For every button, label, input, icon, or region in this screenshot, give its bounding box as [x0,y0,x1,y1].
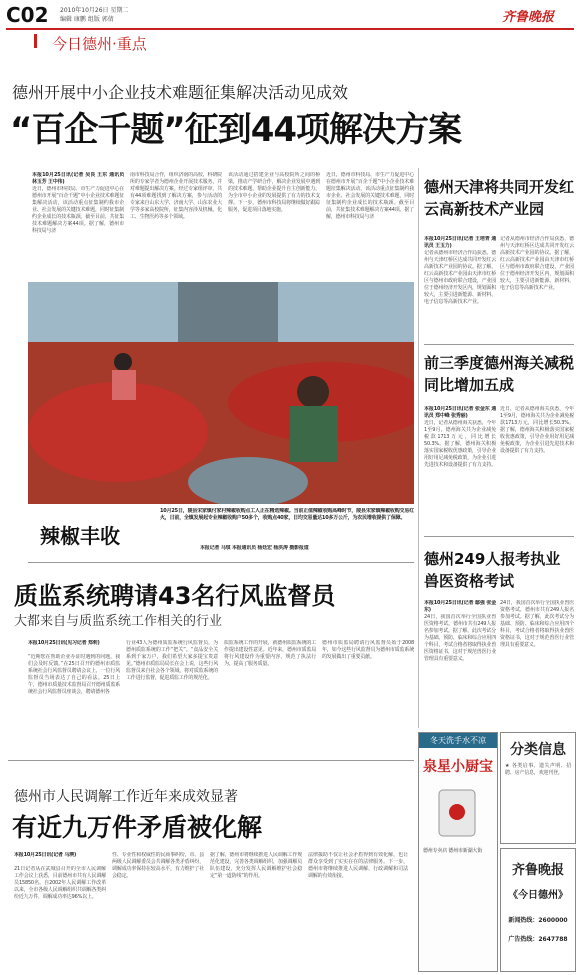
paper-name: 齐鲁晚报 [511,863,564,878]
right-story3-body-b: 24日，我国首次举行全国执业兽医资格考试，德州市共有249人报名参加考试。据了解，此次考试分为基础、预防、临床和综合应用四个科目，考试合格者将取得执业兽医资格证书，这对于规范兽医行业管理具有重要意义。 [500,600,574,648]
lead-kicker: 德州开展中小企业技术难题征集解决活动见成效 [12,83,349,102]
lead-body-col1: 近日，德州市科技局、市生产力促进中心在德州市开展“百企千题”中小企业技术难题征集解决活动，该活动重点征集制约我市企业、社会发展的关键技术难题，同时征集制约企业成长的技术瓶颈。截至目前，共征集技术难题解决方案44项。据了解，德州市科技局与济 [32,186,124,234]
bottom-body-col1: 21日记者从在武城县召开的全市人民调解工作会议上获悉，目前德州市共有人民调解员15850名。自2002年人民调解工作改革以来，全市各级人民调解组织共调解各类纠纷近九万件，调解成功率达96%以上。 [14,866,106,900]
right-story2-headline: 前三季度德州海关减税同比增加五成 [424,354,575,394]
lead-headline: “百企千题”征到44项解决方案 [10,110,462,150]
page-code: C02 [6,3,49,27]
section-tab [34,34,49,48]
restaurant-ad[interactable] [418,732,498,972]
right-story1-byline: 本报10月25日讯(记者 王培青 通讯员 王玉力) [424,236,496,249]
right-story3-headline: 德州249人报考执业兽医资格考试 [424,550,561,590]
ad-top-strip: 冬天洗手水不凉 [419,733,497,748]
bottom-kicker: 德州市人民调解工作近年来成效显著 [14,789,238,805]
news-phone: 新闻热线：2600000 [508,917,568,924]
right-story2-body-b: 近日，记者从德州海关获悉，今年1至9月，德州海关共为企业减免税款1713万元，同比增长50.3%。据了解，德州海关积极落实国家税收优惠政策，引导企业用好用足减免税政策，为企业引进先进技术和设备提供了有力支持。 [500,406,574,454]
ad-phone: 广告热线：2647788 [508,936,568,943]
masthead-rule [6,28,574,30]
bottom-body-col3: 据了解，德州市将继续推进人民调解工作规范化建设，完善各类调解组织，加强调解员队伍建设，充分发挥人民调解维护社会稳定“第一道防线”的作用。 [210,852,302,879]
divider [28,562,414,563]
paper-promo-box [500,848,576,972]
section-name: 今日德州·重点 [52,35,147,53]
photo-caption: 10月25日，陵县宋家镇付家村辣椒收购点工人正在精选辣椒。当前正值辣椒收购高峰时节，陵县宋家镇辣椒收购交易红火，日前，全镇发展起专业辣椒收购户50多个，收购点40家，日均交易量达10多万公斤，为农民增收提供了保障。 [160,508,414,521]
feature2-body-col1: “近期您在帮助企业办证时遇到的问题，我们会及时反馈。”在25日召开的德州市质监系统社会行风监督员聘请会议上，一位行风监督员当场表达了自己的看法。25日上午，德州市质量技术监督局召开德州质监系统社会行风监督员座谈会，聘请德州各 [28,654,120,695]
feature2-body-col2: 行业43人为德州质监系统行风监督员，为德州质监系统的工作“把关”。“食品安全关系到千家万户，我们希望大家多提宝贵意见。”德州市质监局局长在会上说，这些行风监督员来自社会各个领域，将对质监系统的工作进行监督，促进质监工作的规范化。 [126,640,218,681]
feature2-body-col3: 质监系统工作的开展，就德州质监系统的工作提出建设性意见。近年来，德州市质监局将行风建设作为重要内容，规范了执法行为，提高了服务质量。 [224,640,316,667]
divider [424,536,574,537]
lead-body-col3: 该活动通过搭建企业与高校院所之间的桥梁，推动产学研合作，解决企业发展中遇到的技术难题，帮助企业提升自主创新能力，为全市中小企业的发展提供了有力的技术支撑。下一步，德州市科技局将继续做好跟踪服务，促进项目落地实施。 [228,172,320,213]
right-story2-body: 近日，记者从德州海关获悉，今年1至9月，德州海关共为企业减免税款1713万元，同比增长50.3%。据了解，德州海关积极落实国家税收优惠政策，引导企业用好用足减免税政策，为企业引进先进技术和设备提供了有力支持。 [424,420,496,468]
right-story2-byline: 本报10月25日讯(记者 张金东 通讯员 郑中峰 张秀丽) [424,406,496,419]
right-story3-byline: 本报10月25日讯(记者 鄢强 张金东) [424,600,496,613]
masthead [0,0,580,58]
lead-body-col4: 近日，德州市科技局、市生产力促进中心在德州市开展“百企千题”中小企业技术难题征集解决活动，该活动重点征集制约我市企业、社会发展的关键技术难题，同时征集制约企业成长的技术瓶颈。截至目前，共征集技术难题解决方案44项。据了解，德州市科技局与济 [326,172,414,220]
ad-brand: 泉星小厨宝 [423,759,493,775]
photo-illustration [28,282,414,504]
bottom-byline: 本报10月25日讯(记者 马瑛) [14,852,77,858]
lead-body-col2: 南市科技局合作，组织济南的高校、科研院所的专家学者为德州企业开展技术服务，并对难题提出解决方案。经过专家组评审，共有44项难题找到了解决方案，参与活动的专家来自山东大学、济南大学、山东农业大学等多家高校院所，征集内容涉及机械、化工、生物医药等多个领域。 [130,172,222,220]
ad-text: 德州专卖店 德州市新湖大街 [423,848,482,854]
right-story1-body-b: 记者从德州市经济合作局获悉，德州与天津红桥区达成共同开发红云高新技术产业园的协议。据了解，红云高新技术产业园由天津市红桥区与德州市政府联合建设，产业园位于德州经济开发区内，规划面积较大，主要引进新能源、新材料、电子信息等高新技术产业。 [500,236,574,291]
right-story1-body: 记者从德州市经济合作局获悉，德州与天津红桥区达成共同开发红云高新技术产业园的协议。据了解，红云高新技术产业园由天津市红桥区与德州市政府联合建设，产业园位于德州经济开发区内，规划面积较大，主要引进新能源、新材料、电子信息等高新技术产业。 [424,250,496,305]
bottom-body-col4: 法律援助不仅让社会矛盾得到有效化解，也让群众享受到了实实在在的法律服务。下一步，德州市将继续推进人民调解、行政调解和司法调解的有效衔接。 [308,852,408,879]
feature2-subhead: 大都来自与质监系统工作相关的行业 [14,614,223,629]
feature2-body-col4: 德州市质监局聘请行风监督员始于2008年，如今这些行风监督员为德州市质监系统的发展做出了重要贡献。 [322,640,414,660]
divider [424,344,574,345]
divider [8,760,414,761]
appliance-illustration [419,784,495,844]
right-story1-headline: 德州天津将共同开发红云高新技术产业园 [424,178,575,218]
brand-logo: 齐鲁晚报 [502,10,555,25]
paper-subtitle: 《今日德州》 [508,890,568,901]
classified-box[interactable] [500,732,576,844]
feature2-byline: 本报10月25日讯(见习记者 郑莉) [28,640,100,646]
classified-text: ★ 各类启事、遗失声明、招聘、房产信息，欢迎刊登。 [505,763,571,776]
bottom-body-col2: 性、专业性和权威性的民商事纠纷，市、县两级人民调解委员会共调解各类矛盾纠纷，调解成功率保持在较高水平，有力维护了社会稳定。 [112,852,204,879]
editors-line: 编辑 康鹏 组版 郭倩 [60,16,114,23]
feature2-headline: 质监系统聘请43名行风监督员 [14,582,336,610]
photo-story-title: 辣椒丰收 [40,524,120,548]
classified-title: 分类信息 [510,742,566,758]
right-story3-body: 24日，我国首次举行全国执业兽医资格考试，德州市共有249人报名参加考试。据了解，此次考试分为基础、预防、临床和综合应用四个科目，考试合格者将取得执业兽医资格证书，这对于规范兽医行业管理具有重要意义。 [424,614,496,662]
lead-byline: 本报10月25日讯(记者 吴良 王东 通讯员 林玉芳 王中伟) [32,172,124,185]
right-column-rule [418,168,419,728]
bottom-headline: 有近九万件矛盾被化解 [12,813,263,842]
date-line: 2010年10月26日 星期二 [60,7,129,14]
chili-harvest-photo [28,282,414,504]
photo-credit: 本报记者 马琪 本报通讯员 杨廷宏 杨洪涛 摄影报道 [200,545,309,551]
